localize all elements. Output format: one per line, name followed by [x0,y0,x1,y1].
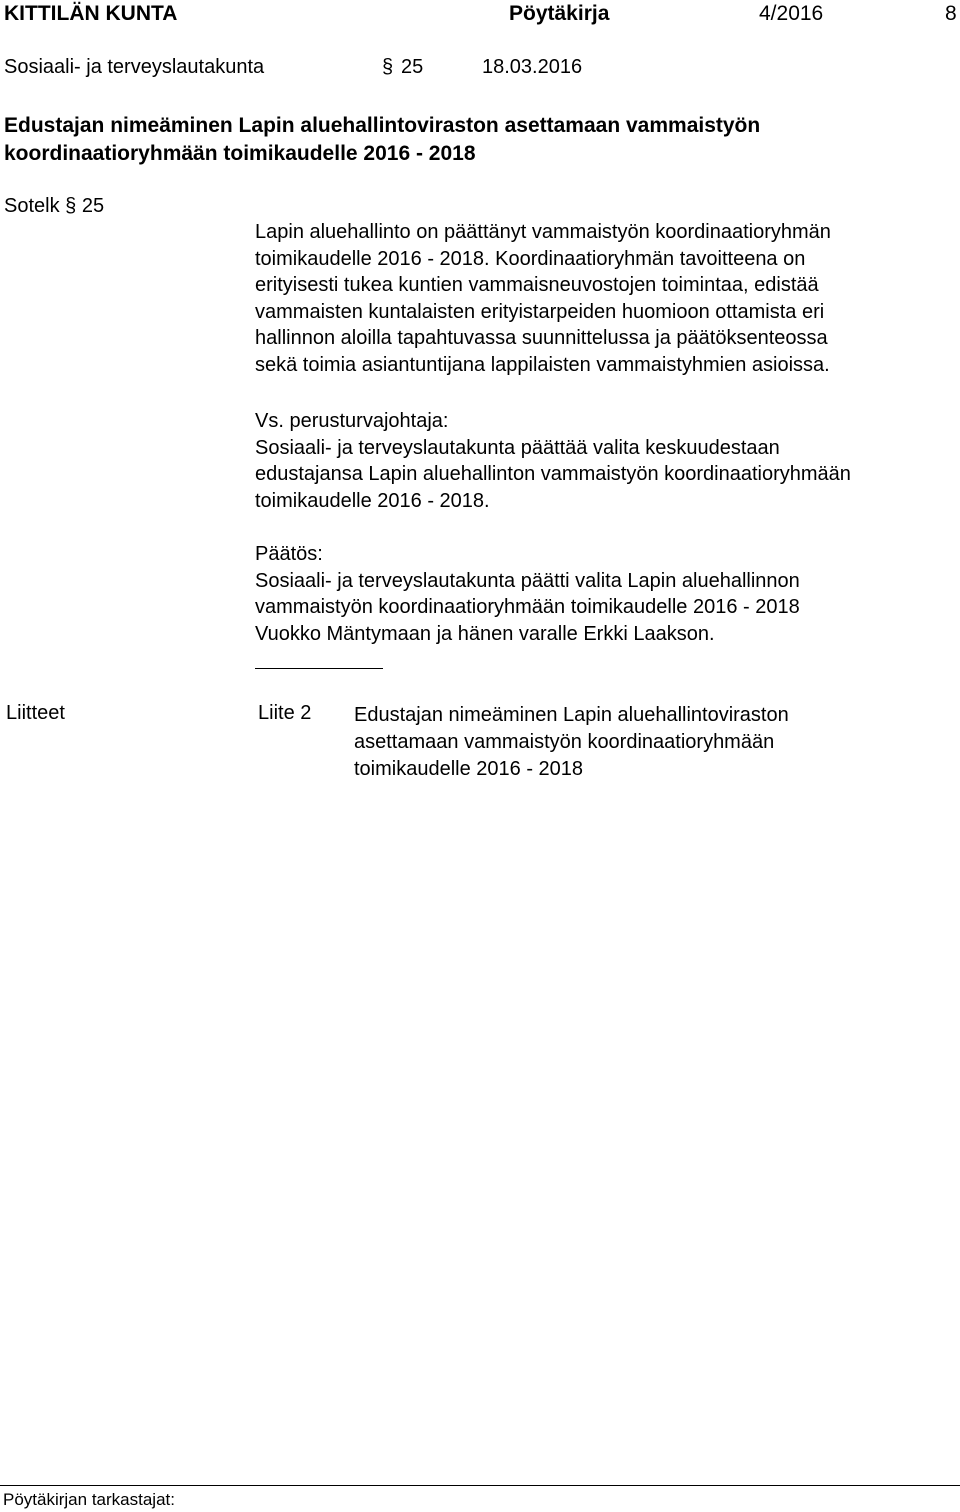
body-line: vammaisten kuntalaisten erityistarpeiden huomioon ottamista eri [255,300,825,323]
item-title [4,112,760,168]
attachment-item-label: Liite 2 [258,702,312,724]
attachment-description [354,702,789,783]
decision-section [255,541,800,647]
page-number: 8 [945,2,957,25]
item-title-line: koordinaatioryhmään toimikaudelle 2016 - 2018 [4,142,476,165]
section-label-symbol: § [65,195,77,217]
municipality-name: KITTILÄN KUNTA [4,2,178,25]
body-line: sekä toimia asiantuntijana lappilaisten vammaistyhmien asioissa. [255,353,830,376]
body-line: toimikaudelle 2016 - 2018. Koordinaatioryhmän tavoitteena on [255,247,806,270]
decision-line: vammaistyön koordinaatioryhmään toimikaudelle 2016 - 2018 [255,596,800,618]
body-line: Lapin aluehallinto on päättänyt vammaistyön koordinaatioryhmän [255,221,831,243]
proposal-heading: Vs. perusturvajohtaja: [255,410,449,432]
body-line: erityisesti tukea kuntien vammaisneuvostojen toimintaa, edistää [255,274,819,296]
proposal-line: edustajansa Lapin aluehallinton vammaistyön koordinaatioryhmään [255,463,851,485]
attachment-line: toimikaudelle 2016 - 2018 [354,758,584,780]
decision-heading: Päätös: [255,543,323,565]
section-symbol: § [382,56,394,78]
attachment-line: Edustajan nimeäminen Lapin aluehallintoviraston [354,704,789,726]
document-type: Pöytäkirja [509,2,610,25]
proposal-section [255,408,851,514]
body-line: hallinnon aloilla tapahtuvassa suunnittelussa ja päätöksenteossa [255,327,828,349]
section-label-prefix: Sotelk [4,195,60,217]
body-paragraph [255,219,831,378]
footer-label: Pöytäkirjan tarkastajat: [3,1490,175,1509]
item-title-line: Edustajan nimeäminen Lapin aluehallintoviraston asettamaan vammaistyön [4,114,761,137]
proposal-line: Sosiaali- ja terveyslautakunta päättää valita keskuudestaan [255,436,780,459]
attachment-line: asettamaan vammaistyön koordinaatioryhmään [354,731,775,753]
document-number: 4/2016 [759,2,824,25]
section-number: 25 [401,56,424,78]
separator-line [255,668,383,669]
proposal-line: toimikaudelle 2016 - 2018. [255,489,490,512]
section-label [4,195,104,218]
section-label-number: 25 [81,195,105,217]
decision-line: Vuokko Mäntymaan ja hänen varalle Erkki Laakson. [255,622,715,645]
decision-line: Sosiaali- ja terveyslautakunta päätti valita Lapin aluehallinnon [255,569,800,592]
board-name: Sosiaali- ja terveyslautakunta [4,56,265,78]
attachments-label: Liitteet [6,702,65,724]
meeting-date: 18.03.2016 [482,56,583,78]
footer-rule [0,1485,960,1486]
